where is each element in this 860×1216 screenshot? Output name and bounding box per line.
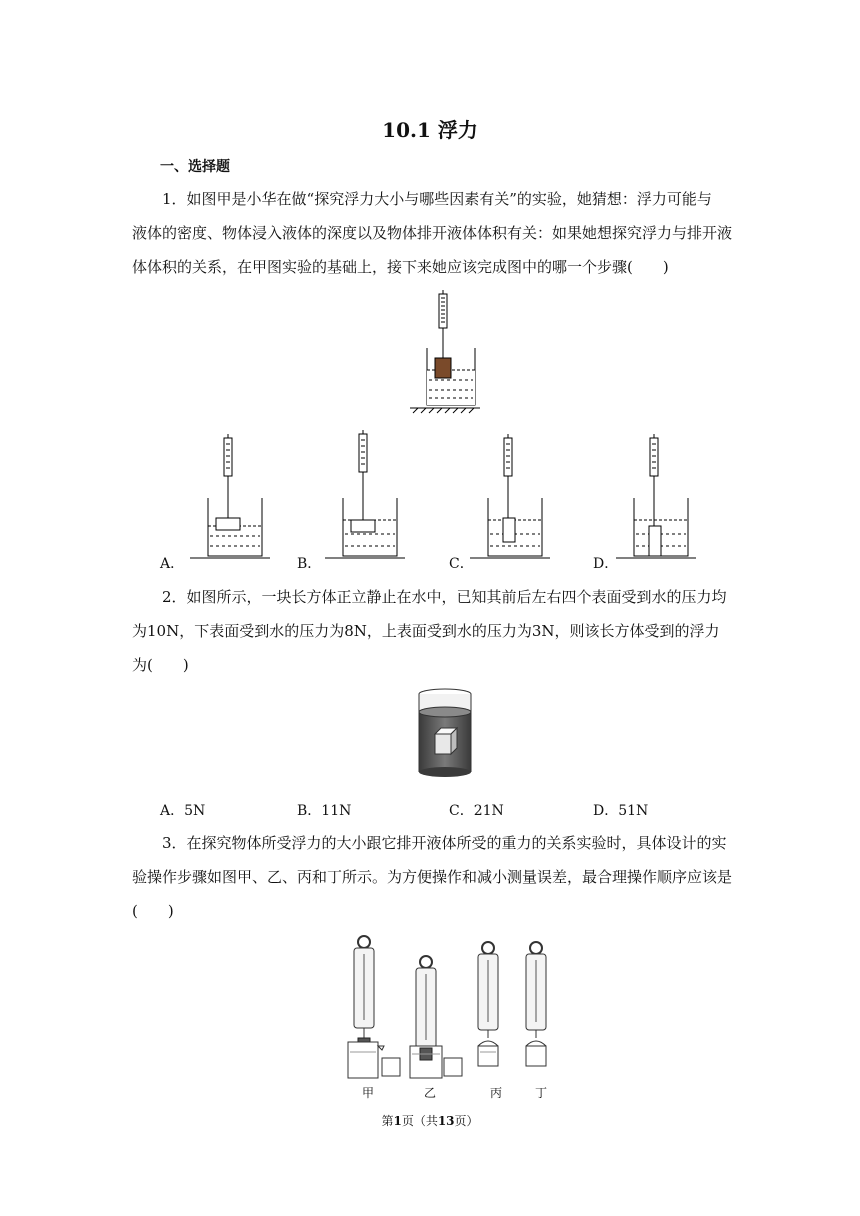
question-2-line-2: 为10N，下表面受到水的压力为8N，上表面受到水的压力为3N，则该长方体受到的浮力 <box>132 622 720 640</box>
q2-option-b: B．11N <box>297 803 352 819</box>
question-3-text <box>132 826 732 928</box>
footer-middle: 页（共 <box>401 1114 438 1128</box>
question-2-line-3: 为( ) <box>132 656 189 674</box>
question-1-line-3: 体体积的关系，在甲图实验的基础上，接下来她应该完成图中的哪一个步骤( ) <box>132 258 669 276</box>
setup-bing <box>478 942 498 1066</box>
setup-yi <box>410 956 462 1078</box>
footer-prefix: 第 <box>381 1114 394 1128</box>
footer-suffix: 页） <box>454 1114 479 1128</box>
question-1-line-2: 液体的密度、物体浸入液体的深度以及物体排开液体体积有关：如果她想探究浮力与排开液 <box>132 224 733 242</box>
section-heading: 一、选择题 <box>160 159 230 175</box>
question-3-line-1: 3．在探究物体所受浮力的大小跟它排开液体所受的重力的关系实验时，具体设计的实 <box>162 834 727 852</box>
option-d-figure <box>616 434 696 564</box>
question-3-line-2: 验操作步骤如图甲、乙、丙和丁所示。为方便操作和减小测量误差，最合理操作顺序应该是 <box>132 868 733 886</box>
question-2-line-1: 2．如图所示，一块长方体正立静止在水中，已知其前后左右四个表面受到水的压力均 <box>162 588 727 606</box>
option-a-figure <box>190 434 270 564</box>
page-title: 10.1 浮力 <box>382 118 478 142</box>
figure-label-jia: 甲 <box>362 1086 375 1100</box>
setup-ding <box>526 942 546 1066</box>
figure-label-yi: 乙 <box>424 1086 437 1100</box>
question-3-figure <box>340 934 564 1086</box>
footer-page-number: 1 <box>393 1114 402 1128</box>
q2-option-d: D．51N <box>593 803 649 819</box>
figure-label-bing: 丙 <box>490 1086 503 1100</box>
question-3-line-3: ( ) <box>132 902 174 920</box>
question-1-line-1: 1．如图甲是小华在做“探究浮力大小与哪些因素有关”的实验，她猜想：浮力可能与 <box>162 190 712 208</box>
option-b-figure <box>325 430 405 564</box>
page-footer <box>0 1112 860 1129</box>
question-2-figure <box>417 688 473 780</box>
q1-option-a: A． <box>160 556 185 572</box>
setup-jia <box>348 936 400 1078</box>
figure-label-ding: 丁 <box>535 1086 548 1100</box>
question-2-text <box>132 580 732 682</box>
footer-total-pages: 13 <box>437 1114 455 1128</box>
q1-option-c: C． <box>449 556 474 572</box>
q2-option-a: A．5N <box>160 803 206 819</box>
option-c-figure <box>470 434 550 564</box>
question-1-text <box>132 182 732 284</box>
question-1-main-figure <box>405 290 485 415</box>
q2-option-c: C．21N <box>449 803 504 819</box>
q1-option-b: B． <box>297 556 322 572</box>
q1-option-d: D． <box>593 556 619 572</box>
